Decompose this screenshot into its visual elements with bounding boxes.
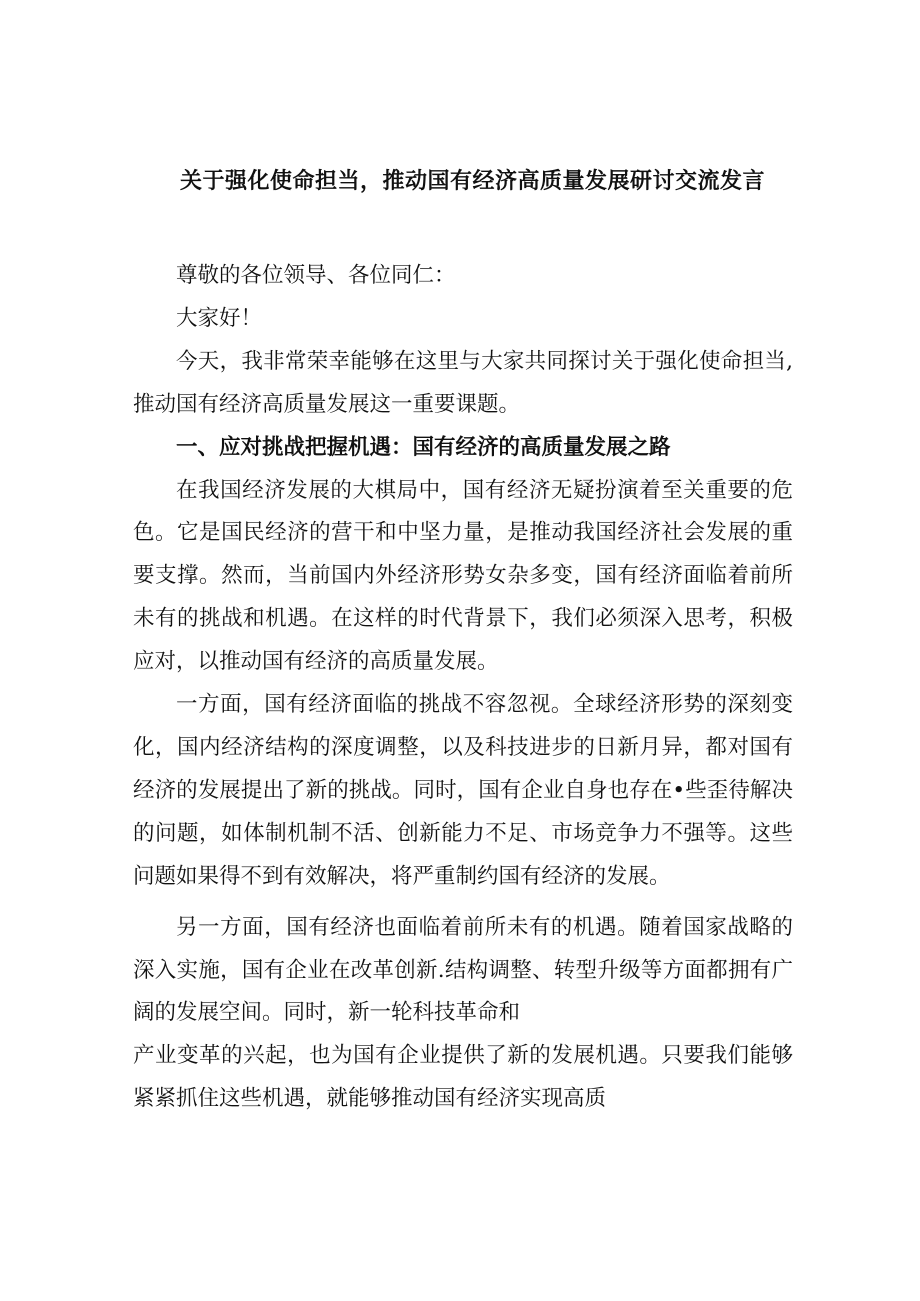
paragraph-1: 在我国经济发展的大棋局中，国有经济无疑扮演着至关重要的危色。它是国民经济的营干和中坚力量，是推动我国经济社会发展的重要支撑。然而，当前国内外经济形势女杂多变，国有经济面临着前所未有的挑战和机遇。在这样的时代背景下，我们必须深入思考，积极应对，以推动国有经济的高质量发展。 [133,477,793,675]
intro-paragraph: 今天，我非常荣幸能够在这里与大家共同探讨关于强化使命担当,推动国有经济高质量发展这一重要课题。 [133,348,793,417]
paragraph-2: 一方面，国有经济面临的挑战不容忽视。全球经济形势的深刻变化，国内经济结构的深度调整，以及科技进步的日新月异，都对国有经济的发展提出了新的挑战。同时，国有企业自身也存在•些歪待解决的问题，如体制机制不活、创新能力不足、市场竞争力不强等。这些问题如果得不到有效解决，将严重制约国有经济的发展。 [133,692,793,889]
document-body [133,255,793,1121]
section-heading-1: 一、应对挑战把握机遇：国有经济的高质量发展之路 [176,434,671,460]
paragraph-3-part-2: 产业变革的兴起，也为国有企业提供了新的发展机遇。只要我们能够紧紧抓住这些机遇，就能够推动国有经济实现高质 [133,1043,793,1112]
greeting: 大家好！ [176,305,263,331]
document-title: 关于强化使命担当，推动国有经济高质量发展研讨交流发言 [180,168,766,194]
paragraph-3-part-1: 另一方面，国有经济也面临着前所未有的机遇。随着国家战略的深入实施，国有企业在改革创新.结构调整、转型升级等方面都拥有广阔的发展空间。同时，新一轮科技革命和 [133,914,793,1026]
paragraph-gap [133,899,793,907]
salutation: 尊敬的各位领导、各位同仁： [176,263,456,288]
